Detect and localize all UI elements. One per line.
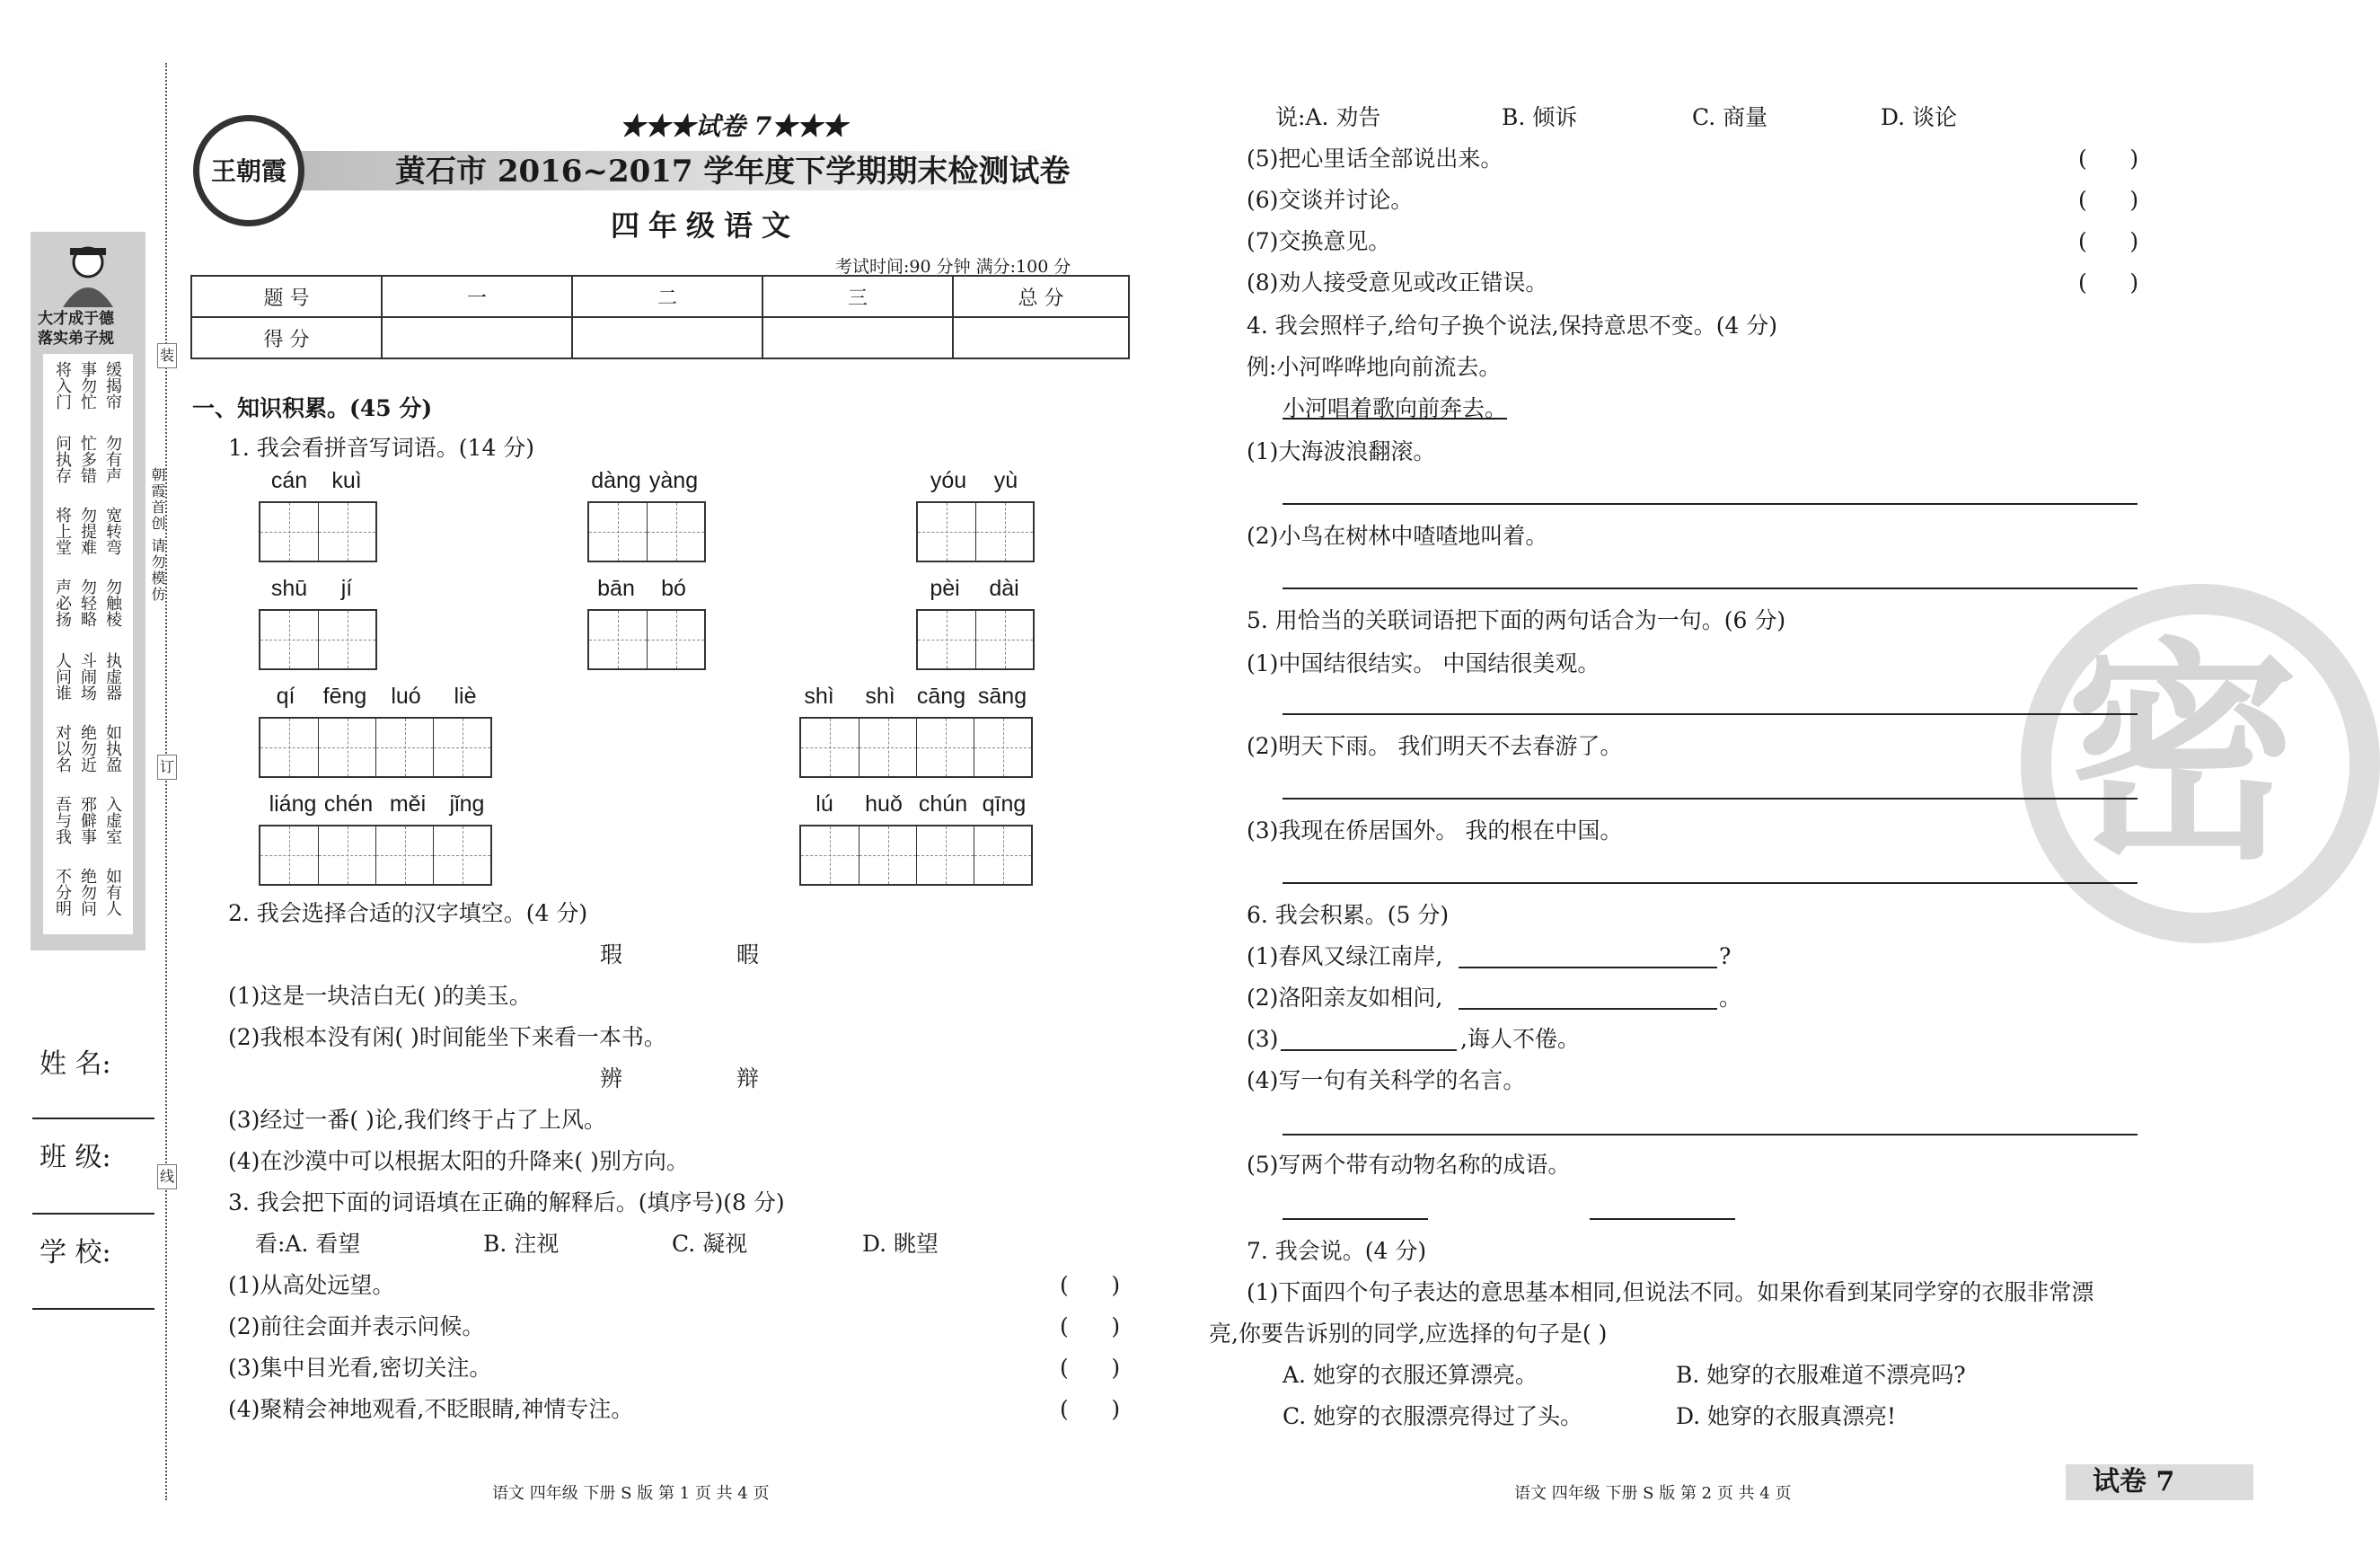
motto-col: 对以名	[53, 724, 72, 773]
score-cell: 一	[382, 276, 572, 317]
motto-col: 执虚器	[103, 652, 122, 701]
char-grid[interactable]	[259, 825, 492, 886]
pinyin: qīng	[982, 791, 1027, 817]
q3-shuo-option: 说:A. 劝告	[1275, 104, 1381, 130]
score-input[interactable]	[953, 317, 1129, 358]
motto-col: 将入门	[53, 361, 72, 410]
q1-heading: 1. 我会看拼音写词语。(14 分)	[228, 435, 535, 461]
score-cell: 总 分	[953, 276, 1129, 317]
footer-page-1: 语文 四年级 下册 S 版 第 1 页 共 4 页	[492, 1484, 770, 1503]
pinyin: kuì	[331, 468, 362, 493]
q7-item-1-line-2: 亮,你要告诉别的同学,应选择的句子是( )	[1209, 1321, 1608, 1347]
q3-kan-option: B. 注视	[483, 1231, 560, 1257]
class-label: 班 级:	[40, 1142, 111, 1173]
name-label: 姓 名:	[40, 1048, 111, 1080]
q2-item-4: (4)在沙漠中可以根据太阳的升降来( )别方向。	[228, 1148, 689, 1174]
motto-col: 事勿忙	[78, 361, 97, 410]
motto-col: 勿提难	[78, 507, 97, 555]
scholar-figure	[50, 241, 126, 307]
score-table	[190, 275, 1130, 359]
q3-item-7: (7)交换意见。	[1247, 228, 1391, 254]
motto-head-2: 落实弟子规	[38, 330, 114, 348]
char-grid[interactable]	[259, 609, 377, 670]
q5-heading: 5. 用恰当的关联词语把下面的两句话合为一句。(6 分)	[1247, 607, 1786, 633]
pinyin: chún	[918, 791, 968, 817]
q3-kan-option: 看:A. 看望	[255, 1231, 361, 1257]
motto-col: 声必扬	[53, 579, 72, 627]
paper-number: ★★★试卷 7★★★	[620, 111, 848, 141]
q6-item-2-end: 。	[1719, 985, 1742, 1011]
footer-page-2: 语文 四年级 下册 S 版 第 2 页 共 4 页	[1514, 1484, 1792, 1503]
q3-kan-option: C. 凝视	[672, 1231, 748, 1257]
motto-col: 入虚室	[103, 796, 122, 844]
q4-heading: 4. 我会照样子,给句子换个说法,保持意思不变。(4 分)	[1247, 313, 1778, 339]
binding-mark-ding: 订	[157, 755, 177, 780]
pinyin: dàng	[591, 468, 641, 493]
q2-heading: 2. 我会选择合适的汉字填空。(4 分)	[228, 900, 588, 926]
motto-col: 人问谁	[53, 652, 72, 701]
pinyin: shì	[804, 684, 834, 709]
q7-option-c: C. 她穿的衣服漂亮得过了头。	[1283, 1403, 1583, 1429]
answer-line[interactable]	[1283, 713, 2138, 715]
score-cell: 题 号	[191, 276, 382, 317]
motto-col: 缓揭帘	[103, 361, 122, 410]
q4-example: 例:小河哗哗地向前流去。	[1247, 354, 1502, 380]
exam-title: 黄石市 2016~2017 学年度下学期期末检测试卷	[395, 154, 1071, 190]
pinyin: liáng	[269, 791, 317, 817]
pinyin: měi	[389, 791, 427, 817]
pinyin: fēng	[322, 684, 367, 709]
pinyin: bó	[661, 576, 686, 601]
motto-col: 宽转弯	[103, 507, 122, 555]
motto-col: 如执盈	[103, 724, 122, 773]
pinyin: yàng	[648, 468, 699, 493]
score-input[interactable]	[762, 317, 953, 358]
binding-mark-xian: 线	[157, 1164, 177, 1189]
pinyin: bān	[597, 576, 635, 601]
motto-col: 将上堂	[53, 507, 72, 555]
char-grid[interactable]	[259, 501, 377, 562]
char-grid[interactable]	[916, 501, 1035, 562]
answer-paren[interactable]: ( )	[2078, 187, 2139, 213]
pinyin: cāng	[916, 684, 966, 709]
fill-blank[interactable]	[1590, 1218, 1735, 1220]
q4-item-2: (2)小鸟在树林中喳喳地叫着。	[1247, 523, 1548, 549]
score-cell: 得 分	[191, 317, 382, 358]
q2-option: 暇	[736, 941, 760, 968]
pinyin: dài	[989, 576, 1019, 601]
pinyin: liè	[454, 684, 477, 709]
answer-line[interactable]	[1283, 882, 2138, 884]
q3-item-8: (8)劝人接受意见或改正错误。	[1247, 270, 1548, 296]
answer-paren[interactable]: ( )	[1060, 1313, 1121, 1339]
pinyin: cán	[270, 468, 308, 493]
q2-item-2: (2)我根本没有闲( )时间能坐下来看一本书。	[228, 1024, 666, 1050]
answer-line[interactable]	[1283, 503, 2138, 505]
motto-col: 如有人	[103, 868, 122, 916]
answer-paren[interactable]: ( )	[1060, 1272, 1121, 1298]
subject-title: 四年级语文	[611, 208, 800, 243]
q7-option-a: A. 她穿的衣服还算漂亮。	[1283, 1362, 1538, 1388]
fill-blank[interactable]	[1459, 1008, 1717, 1010]
motto-col: 问执存	[53, 435, 72, 483]
q7-item-1-line-1: (1)下面四个句子表达的意思基本相同,但说法不同。如果你看到某同学穿的衣服非常漂	[1247, 1279, 2094, 1305]
q6-item-3-end: ,诲人不倦。	[1460, 1026, 1580, 1052]
answer-paren[interactable]: ( )	[2078, 146, 2139, 172]
school-field[interactable]	[32, 1308, 154, 1310]
char-grid[interactable]	[587, 501, 706, 562]
section-1-heading: 一、知识积累。(45 分)	[192, 395, 433, 421]
pinyin: jí	[340, 576, 353, 601]
q3-item-6: (6)交谈并讨论。	[1247, 187, 1414, 213]
q7-heading: 7. 我会说。(4 分)	[1247, 1238, 1427, 1264]
char-grid[interactable]	[587, 609, 706, 670]
q3-item-5: (5)把心里话全部说出来。	[1247, 146, 1503, 172]
pinyin: huǒ	[865, 791, 903, 817]
pinyin: shū	[270, 576, 308, 601]
motto-col: 勿有声	[103, 435, 122, 483]
motto-col: 不分明	[53, 868, 72, 916]
pinyin: shì	[865, 684, 895, 709]
char-grid[interactable]	[916, 609, 1035, 670]
motto-col: 绝勿近	[78, 724, 97, 773]
answer-line[interactable]	[1283, 798, 2138, 800]
pinyin: qí	[276, 684, 295, 709]
motto-col: 吾与我	[53, 796, 72, 844]
score-header-row	[191, 276, 1129, 317]
q5-item-3: (3)我现在侨居国外。 我的根在中国。	[1247, 817, 1623, 844]
q6-item-1: (1)春风又绿江南岸,	[1247, 943, 1443, 969]
binding-mark-zhuang: 装	[157, 343, 177, 368]
q3-shuo-option: B. 倾诉	[1502, 104, 1578, 130]
q3-kan-option: D. 眺望	[862, 1231, 939, 1257]
confidential-stamp-char: 密	[2066, 617, 2299, 891]
q3-shuo-option: D. 谈论	[1881, 104, 1958, 130]
class-field[interactable]	[32, 1213, 154, 1215]
q2-item-3: (3)经过一番( )论,我们终于占了上风。	[228, 1107, 606, 1133]
fill-blank[interactable]	[1281, 1049, 1457, 1051]
pinyin: yù	[993, 468, 1018, 493]
pinyin: jǐng	[449, 791, 485, 817]
answer-paren[interactable]: ( )	[2078, 228, 2139, 254]
fold-line	[165, 63, 167, 1500]
score-cell: 三	[762, 276, 953, 317]
q4-item-1: (1)大海波浪翻滚。	[1247, 438, 1436, 464]
q3-item-1: (1)从高处远望。	[228, 1272, 395, 1298]
score-value-row	[191, 317, 1129, 358]
q6-item-2: (2)洛阳亲友如相问,	[1247, 985, 1443, 1011]
fill-blank[interactable]	[1283, 1218, 1428, 1220]
q6-heading: 6. 我会积累。(5 分)	[1247, 902, 1450, 928]
q6-item-1-end: ?	[1719, 943, 1732, 969]
q2-option: 辩	[736, 1065, 760, 1091]
q5-item-1: (1)中国结很结实。 中国结很美观。	[1247, 650, 1600, 676]
school-label: 学 校:	[40, 1237, 111, 1268]
answer-line[interactable]	[1283, 588, 2138, 589]
q2-option: 辨	[600, 1065, 623, 1091]
motto-col: 邪僻事	[78, 796, 97, 844]
q3-item-3: (3)集中目光看,密切关注。	[228, 1355, 492, 1381]
motto-col: 勿轻略	[78, 579, 97, 627]
answer-line[interactable]	[1283, 1134, 2138, 1135]
pinyin: yóu	[930, 468, 967, 493]
pinyin: luó	[391, 684, 421, 709]
q4-example-answer: 小河唱着歌向前奔去。	[1283, 395, 1508, 421]
footer-paper-tag: 试卷 7	[2093, 1466, 2175, 1498]
char-grid[interactable]	[799, 825, 1033, 886]
q3-shuo-option: C. 商量	[1692, 104, 1768, 130]
pinyin: lú	[815, 791, 833, 817]
q3-heading: 3. 我会把下面的词语填在正确的解释后。(填序号)(8 分)	[228, 1189, 785, 1215]
q6-item-4: (4)写一句有关科学的名言。	[1247, 1067, 1526, 1093]
motto-head-1: 大才成于德	[38, 310, 114, 328]
q3-item-4: (4)聚精会神地观看,不眨眼睛,神情专注。	[228, 1396, 634, 1422]
answer-paren[interactable]: ( )	[1060, 1396, 1121, 1422]
score-input[interactable]	[382, 317, 572, 358]
motto-col: 忙多错	[78, 435, 97, 483]
vertical-note: 朝霞首创 请勿模仿	[149, 467, 166, 604]
q2-option: 瑕	[600, 941, 623, 968]
pinyin: chén	[323, 791, 374, 817]
score-input[interactable]	[572, 317, 762, 358]
motto-col: 绝勿问	[78, 868, 97, 916]
score-cell: 二	[572, 276, 762, 317]
exam-time-note: 考试时间:90 分钟 满分:100 分	[835, 257, 1071, 277]
answer-paren[interactable]: ( )	[1060, 1355, 1121, 1381]
q7-option-b: B. 她穿的衣服难道不漂亮吗?	[1676, 1362, 1966, 1388]
q3-item-2: (2)前往会面并表示问候。	[228, 1313, 485, 1339]
pinyin: sāng	[977, 684, 1027, 709]
pinyin: pèi	[930, 576, 960, 601]
motto-col: 勿触棱	[103, 579, 122, 627]
q5-item-2: (2)明天下雨。 我们明天不去春游了。	[1247, 733, 1623, 759]
motto-col: 斗闹场	[78, 652, 97, 701]
q7-option-d: D. 她穿的衣服真漂亮!	[1676, 1403, 1897, 1429]
char-grid[interactable]	[259, 717, 492, 778]
answer-paren[interactable]: ( )	[2078, 270, 2139, 296]
q2-item-1: (1)这是一块洁白无( )的美玉。	[228, 983, 532, 1009]
fill-blank[interactable]	[1459, 967, 1717, 968]
q6-item-3: (3)	[1247, 1026, 1279, 1052]
name-field[interactable]	[32, 1118, 154, 1119]
brand-logo: 王朝霞	[193, 115, 304, 226]
char-grid[interactable]	[799, 717, 1033, 778]
q6-item-5: (5)写两个带有动物名称的成语。	[1247, 1152, 1571, 1178]
